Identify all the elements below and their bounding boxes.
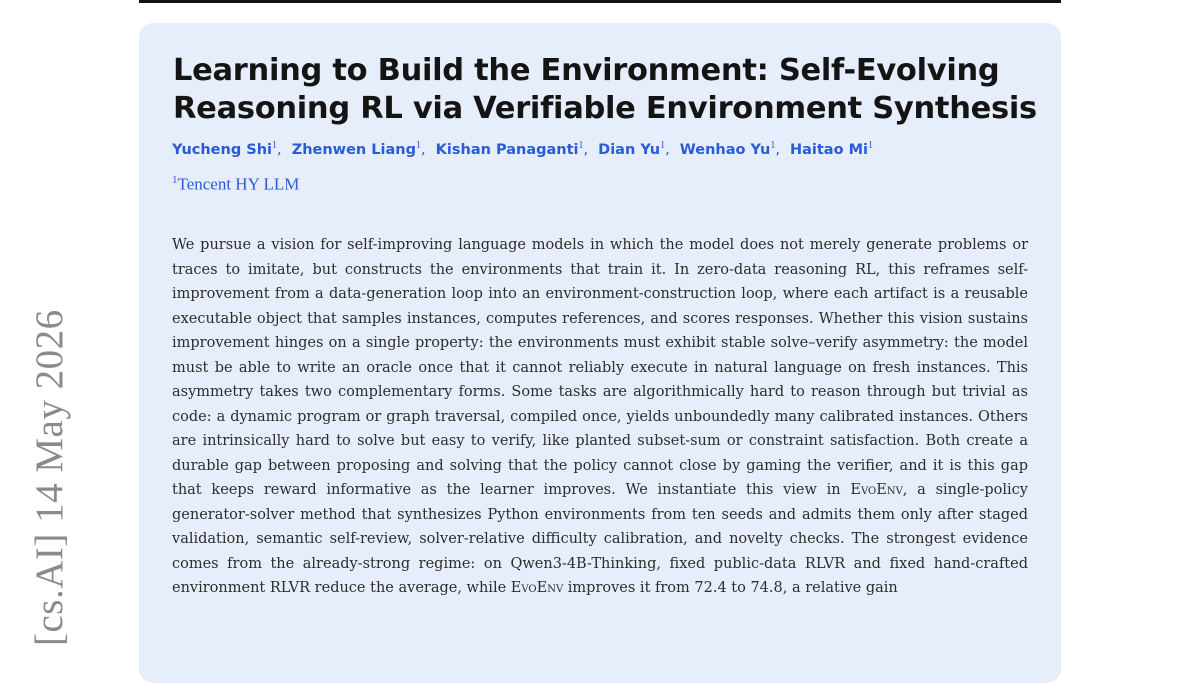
author-affil-mark: 1 <box>660 140 666 151</box>
author-separator: , <box>665 141 670 158</box>
author-link[interactable] <box>598 142 665 158</box>
author-name: Zhenwen Liang <box>291 141 416 158</box>
author-separator: , <box>420 141 426 158</box>
author-link[interactable] <box>172 142 277 158</box>
abstract-text: improves it from 72.4 to 74.8, a relative gain <box>563 580 898 596</box>
author-link[interactable] <box>680 142 776 158</box>
method-name: EvoEnv <box>850 482 903 498</box>
author-list <box>172 140 1052 158</box>
author-separator: , <box>583 141 589 158</box>
author-link[interactable] <box>292 142 421 158</box>
author-affil-mark: 1 <box>770 140 776 151</box>
author-name: Dian Yu <box>598 141 661 158</box>
affiliation <box>172 174 299 195</box>
author-name: Haitao Mi <box>789 141 868 158</box>
author-name: Wenhao Yu <box>679 141 771 158</box>
method-name: EvoEnv <box>510 580 564 596</box>
author-name: Kishan Panaganti <box>435 141 579 158</box>
author-affil-mark: 1 <box>415 140 421 151</box>
author-affil-mark: 1 <box>868 140 873 151</box>
author-separator: , <box>775 141 780 158</box>
paper-title: Learning to Build the Environment: Self-Evolving Reasoning RL via Verifiable Environment Synthesis <box>173 53 1037 126</box>
affiliation-name: Tencent HY LLM <box>177 174 300 194</box>
affiliation-mark: 1 <box>172 174 178 186</box>
author-link[interactable] <box>436 142 584 158</box>
top-rule <box>139 0 1061 3</box>
author-affil-mark: 1 <box>578 140 584 151</box>
author-separator: , <box>277 141 282 158</box>
arxiv-stamp: [cs.AI] 14 May 2026 <box>28 309 71 646</box>
author-affil-mark: 1 <box>272 140 278 151</box>
abstract-text: We pursue a vision for self-improving language models in which the model does not merely generate problems or traces to imitate, but constructs the environments that train it. In zero-data reasoning RL, this reframes self-improvement from a data-generation loop into an environment-construction loop, where each artifact is a reusable executable object that samples instances, computes references, and scores responses. Whether this vision sustains improvement hinges on a single property: the environments must exhibit stable solve–verify asymmetry: the model must be able to write an oracle once that it cannot reliably execute in natural language on fresh instances. This asymmetry takes two complementary forms. Some tasks are algorithmically hard to reason through but trivial as code: a dynamic program or graph traversal, compiled once, yields unboundedly many calibrated instances. Others are intrinsically hard to solve but easy to verify, like planted subset-sum or constraint satisfaction. Both create a durable gap between proposing and solving that the policy cannot close by gaming the verifier, and it is this gap that keeps reward informative as the learner improves. We instantiate this view in <box>172 237 1028 498</box>
author-link[interactable] <box>790 142 873 158</box>
abstract <box>172 233 1028 601</box>
abstract-text: , a single-policy generator-solver method that synthesizes Python environments from ten seeds and admits them only after staged validation, semantic self-review, solver-relative difficulty calibration, and novelty checks. The strongest evidence comes from the already-strong regime: on Qwen3-4B-Thinking, fixed public-data RLVR and fixed hand-crafted environment RLVR reduce the average, while <box>172 482 1028 596</box>
author-name: Yucheng Shi <box>172 141 273 158</box>
